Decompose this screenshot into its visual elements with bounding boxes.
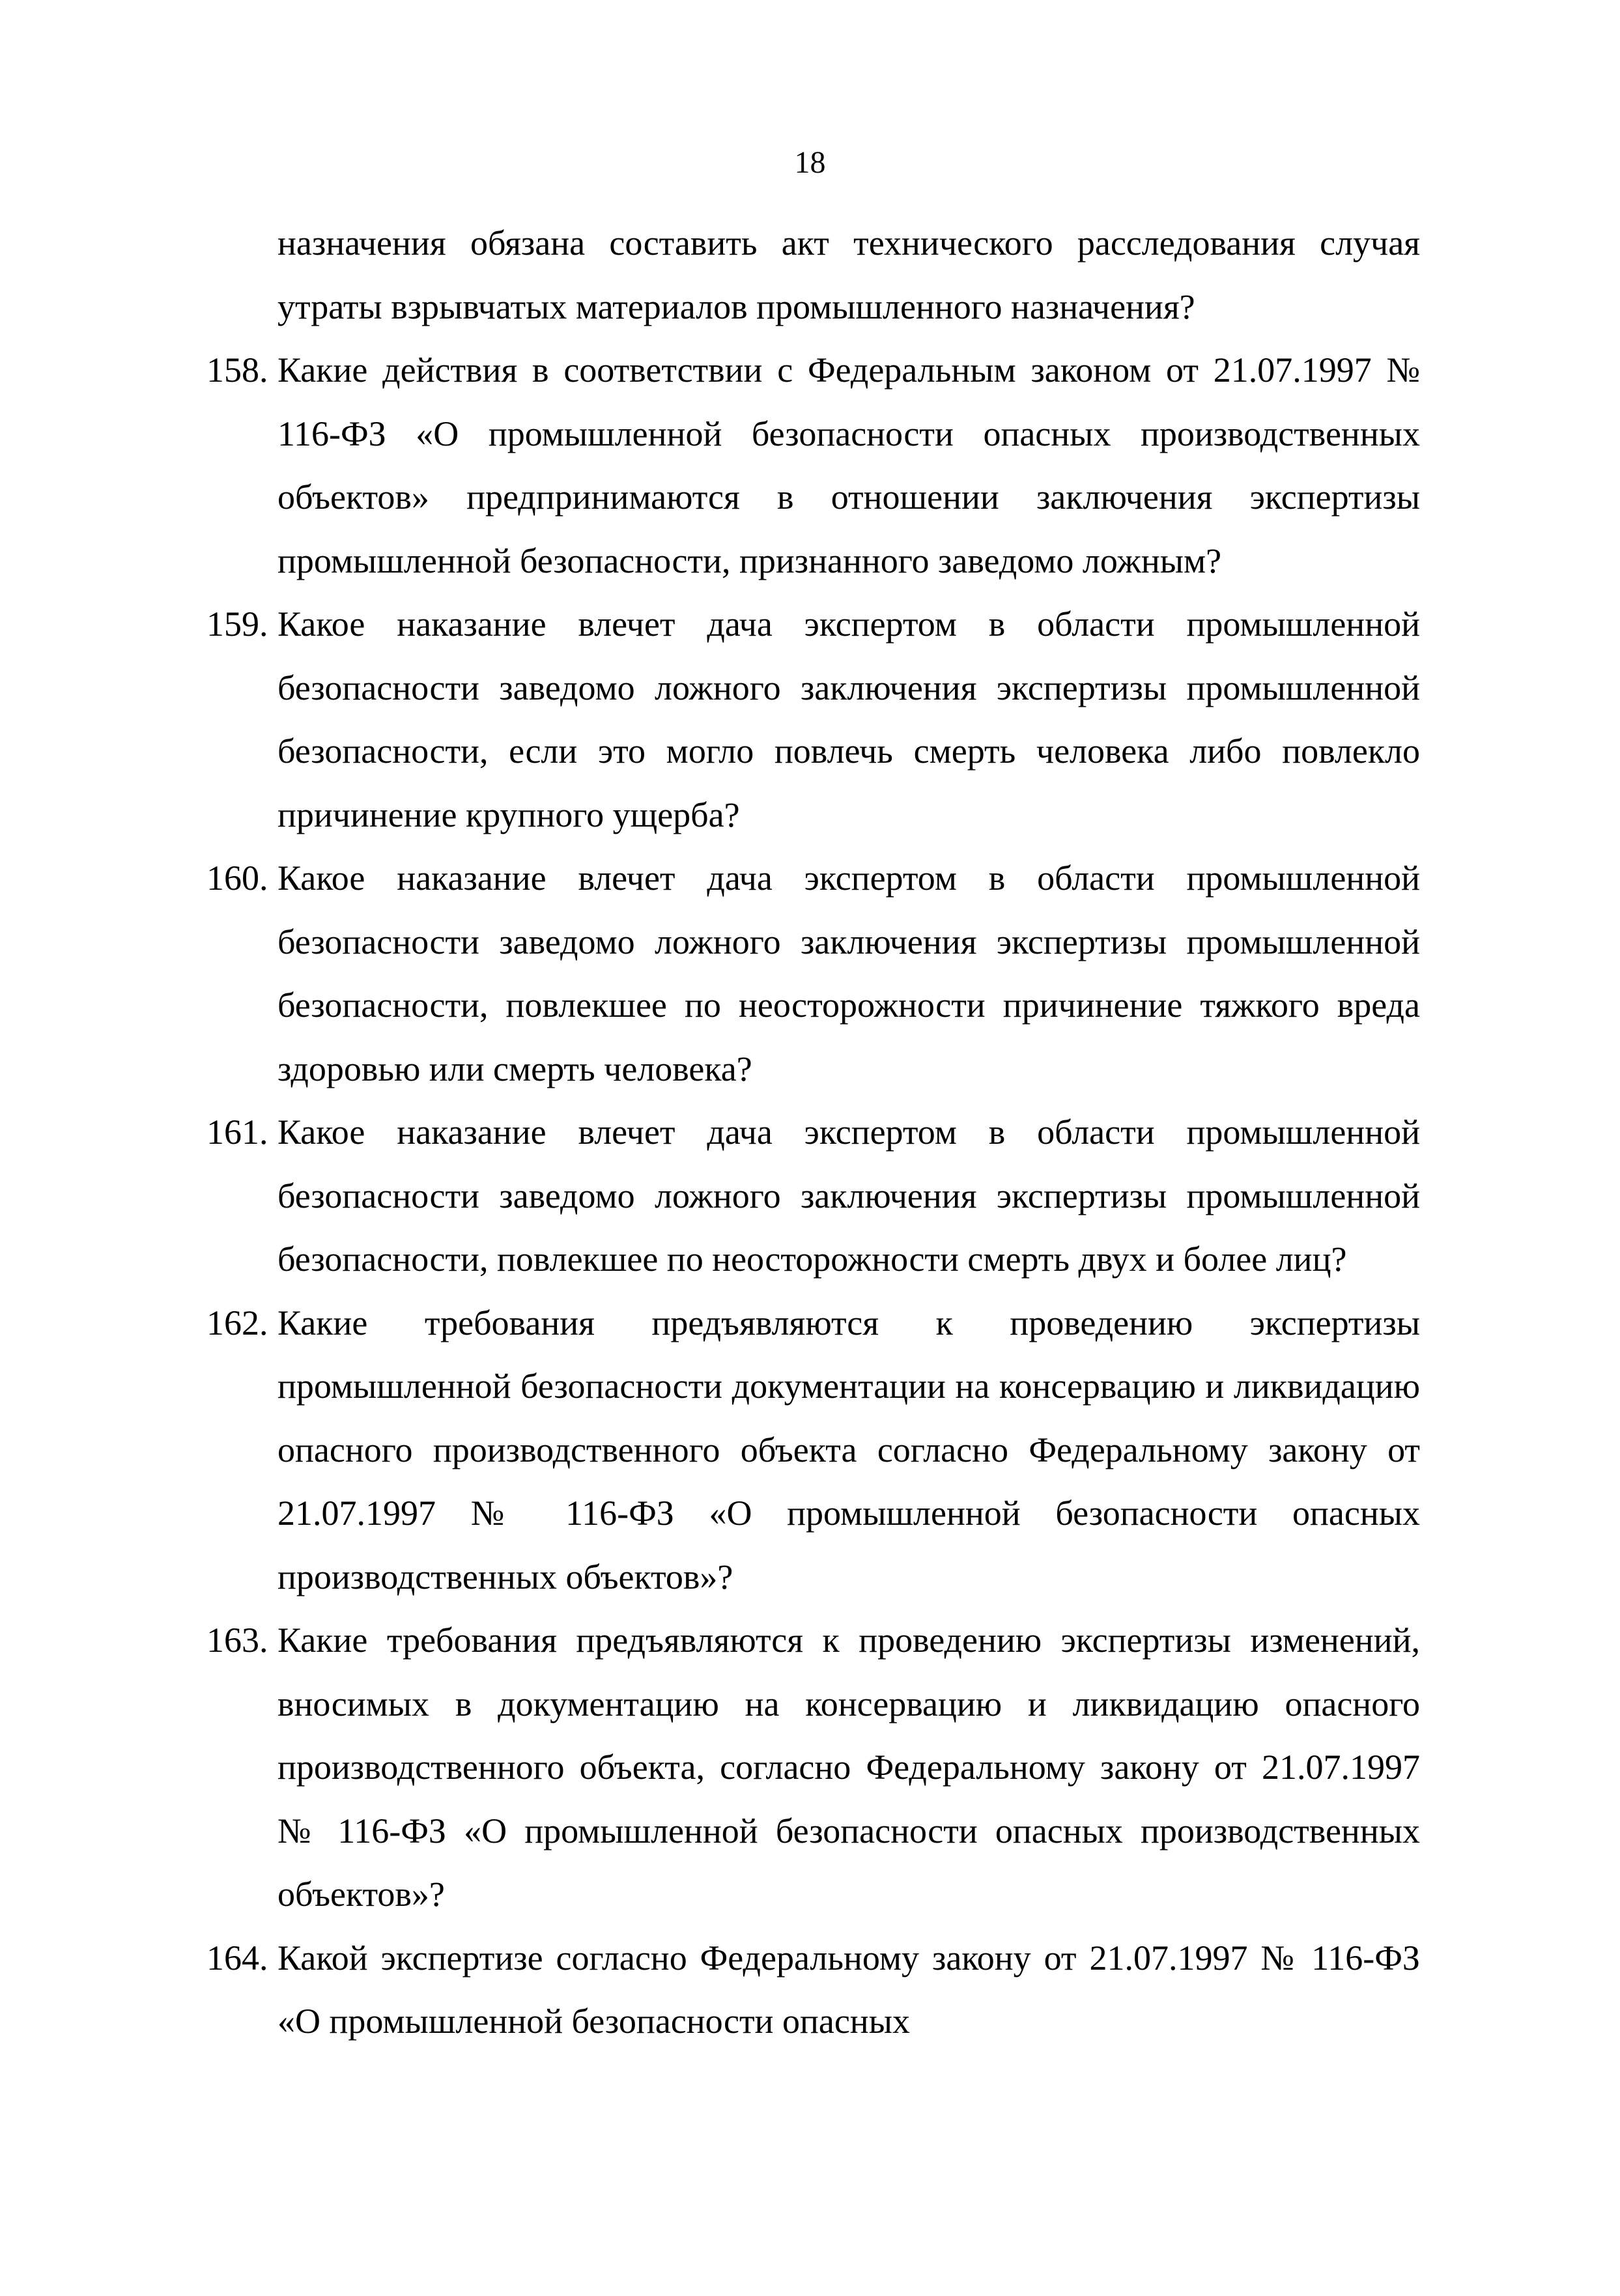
question-text: Какие требования предъявляются к проведению экспертизы изменений, вносимых в документацию на консервацию и ликвидацию опасного производственного объекта, согласно Федеральному закону от 21.07.1997 № 116-ФЗ «О промышленной безопасности опасных производственных объектов»? (277, 1621, 1420, 1914)
question-number: 164. (206, 1938, 268, 1977)
question-text: Какое наказание влечет дача экспертом в области промышленной безопасности заведомо ложного заключения экспертизы промышленной безопасности, повлекшее по неосторожности причинение тяжкого вреда здоровью или смерть человека? (277, 858, 1420, 1088)
question-164 (206, 1927, 1420, 2054)
question-text: Какое наказание влечет дача экспертом в области промышленной безопасности заведомо ложного заключения экспертизы промышленной безопасности, если это могло повлечь смерть человека либо повлекло причинение крупного ущерба? (277, 604, 1420, 834)
question-number: 159. (206, 604, 268, 644)
question-number: 158. (206, 350, 268, 390)
question-160 (206, 847, 1420, 1101)
question-158 (206, 339, 1420, 593)
question-text: Какие действия в соответствии с Федеральным законом от 21.07.1997 № 116-ФЗ «О промышленной безопасности опасных производственных объектов» предпринимаются в отношении заключения экспертизы промышленной безопасности, признанного заведомо ложным? (277, 350, 1420, 580)
question-161 (206, 1101, 1420, 1292)
question-text: Какие требования предъявляются к проведению экспертизы промышленной безопасности документации на консервацию и ликвидацию опасного производственного объекта согласно Федеральному закону от 21.07.1997 № 116-ФЗ «О промышленной безопасности опасных производственных объектов»? (277, 1303, 1420, 1596)
question-number: 161. (206, 1113, 268, 1152)
question-163 (206, 1609, 1420, 1927)
question-number: 160. (206, 858, 268, 898)
question-text: Какое наказание влечет дача экспертом в области промышленной безопасности заведомо ложного заключения экспертизы промышленной безопасности, повлекшее по неосторожности смерть двух и более лиц? (277, 1113, 1420, 1279)
question-162 (206, 1292, 1420, 1609)
page-number: 18 (794, 145, 826, 180)
question-159 (206, 593, 1420, 847)
question-number: 163. (206, 1621, 268, 1660)
question-number: 162. (206, 1303, 268, 1342)
question-text: Какой экспертизе согласно Федеральному закону от 21.07.1997 № 116-ФЗ «О промышленной безопасности опасных (277, 1938, 1420, 2041)
continuation-paragraph: назначения обязана составить акт технического расследования случая утраты взрывчатых материалов промышленного назначения? (277, 223, 1420, 326)
document-body (206, 212, 1420, 2054)
